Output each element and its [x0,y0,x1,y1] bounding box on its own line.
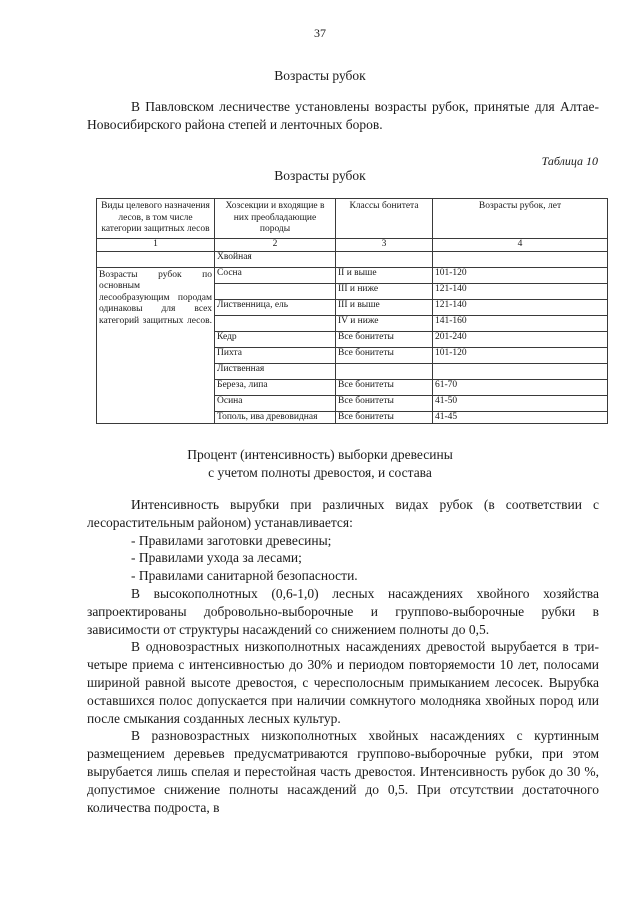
age-cell: 41-45 [433,411,608,424]
class-cell [336,251,433,267]
class-cell: IV и ниже [336,315,433,331]
species-cell: Сосна [215,267,336,283]
species-cell [215,283,336,299]
column-number: 3 [336,238,433,251]
age-cell: 121-140 [433,299,608,315]
paragraph: Интенсивность вырубки при различных видах рубок (в соответствии с лесорастительным районом) устанавливается: [87,497,599,530]
species-cell [215,315,336,331]
table-cell [97,251,215,267]
species-cell: Кедр [215,331,336,347]
table-label: Таблица 10 [541,154,598,168]
class-cell [336,363,433,379]
class-cell: II и выше [336,267,433,283]
table-header-cell: Виды целевого назначения лесов, в том числе категории защитных лесов [97,199,215,239]
paragraph: В одновозрастных низкополнотных насаждениях древостой вырубается в три-четыре приема с интенсивностью до 30% и периодом повторяемости 10 лет, полосами шириной равной высоте древостоя, с чересполосным примыканием лесосек. Вырубка оставшихся полос допускается при наличии сомкнутого молодняка хвойных пород или после смыкания созданных лесных культур. [87,639,599,726]
table-header-cell: Хозсекции и входящие в них преобладающие породы [215,199,336,239]
class-cell: III и выше [336,299,433,315]
class-cell: Все бонитеты [336,347,433,363]
table-header-cell: Классы бонитета [336,199,433,239]
page-number: 37 [314,26,326,40]
category-cell: Возрасты рубок по основным лесообразующим породам одинаковы для всех категорий защитных лесов. [97,267,215,424]
section-title-line: Процент (интенсивность) выборки древесины [187,447,453,462]
paragraph: В высокополнотных (0,6-1,0) лесных насаждениях хвойного хозяйства запроектированы добровольно-выборочные и группово-выборочные рубки в зависимости от структуры насаждений со снижением полноты до 0,5. [87,585,599,637]
age-cell: 141-160 [433,315,608,331]
age-cell: 61-70 [433,379,608,395]
class-cell: Все бонитеты [336,411,433,424]
list-item: - Правилами ухода за лесами; [131,550,302,566]
table-header-cell: Возрасты рубок, лет [433,199,608,239]
column-number: 2 [215,238,336,251]
age-cell [433,363,608,379]
table-row [97,267,608,283]
table-number-row [97,238,608,251]
age-cell [433,251,608,267]
age-cell: 121-140 [433,283,608,299]
age-cell: 101-120 [433,267,608,283]
page-heading: Возрасты рубок [274,68,366,83]
class-cell: III и ниже [336,283,433,299]
species-cell: Осина [215,395,336,411]
intro-paragraph: В Павловском лесничестве установлены возрасты рубок, принятые для Алтае-Новосибирского района степей и ленточных боров. [87,99,599,132]
species-cell: Тополь, ива древовидная [215,411,336,424]
body-text [87,496,599,816]
species-cell: Лиственница, ель [215,299,336,315]
class-cell: Все бонитеты [336,395,433,411]
species-cell: Лиственная [215,363,336,379]
column-number: 1 [97,238,215,251]
section-title-line: с учетом полноты древостоя, и состава [208,465,432,480]
species-cell: Пихта [215,347,336,363]
class-cell: Все бонитеты [336,331,433,347]
age-cell: 101-120 [433,347,608,363]
age-cell: 41-50 [433,395,608,411]
ages-table [96,198,608,424]
table-header-row [97,199,608,239]
paragraph: В разновозрастных низкополнотных хвойных насаждениях с куртинным размещением деревьев предусматриваются группово-выборочные рубки, при этом вырубается лишь спелая и перестойная часть древостоя. Интенсивность рубок до 30 %, допустимое снижение полноты насаждений до 0,5. При отсутствии достаточного количества подроста, в [87,728,599,815]
class-cell: Все бонитеты [336,379,433,395]
species-cell: Хвойная [215,251,336,267]
list-item: - Правилами заготовки древесины; [131,532,332,548]
age-cell: 201-240 [433,331,608,347]
species-cell: Береза, липа [215,379,336,395]
table-row [97,251,608,267]
list-item: - Правилами санитарной безопасности. [131,568,358,584]
table-title: Возрасты рубок [274,168,366,183]
section-title [0,446,640,482]
column-number: 4 [433,238,608,251]
